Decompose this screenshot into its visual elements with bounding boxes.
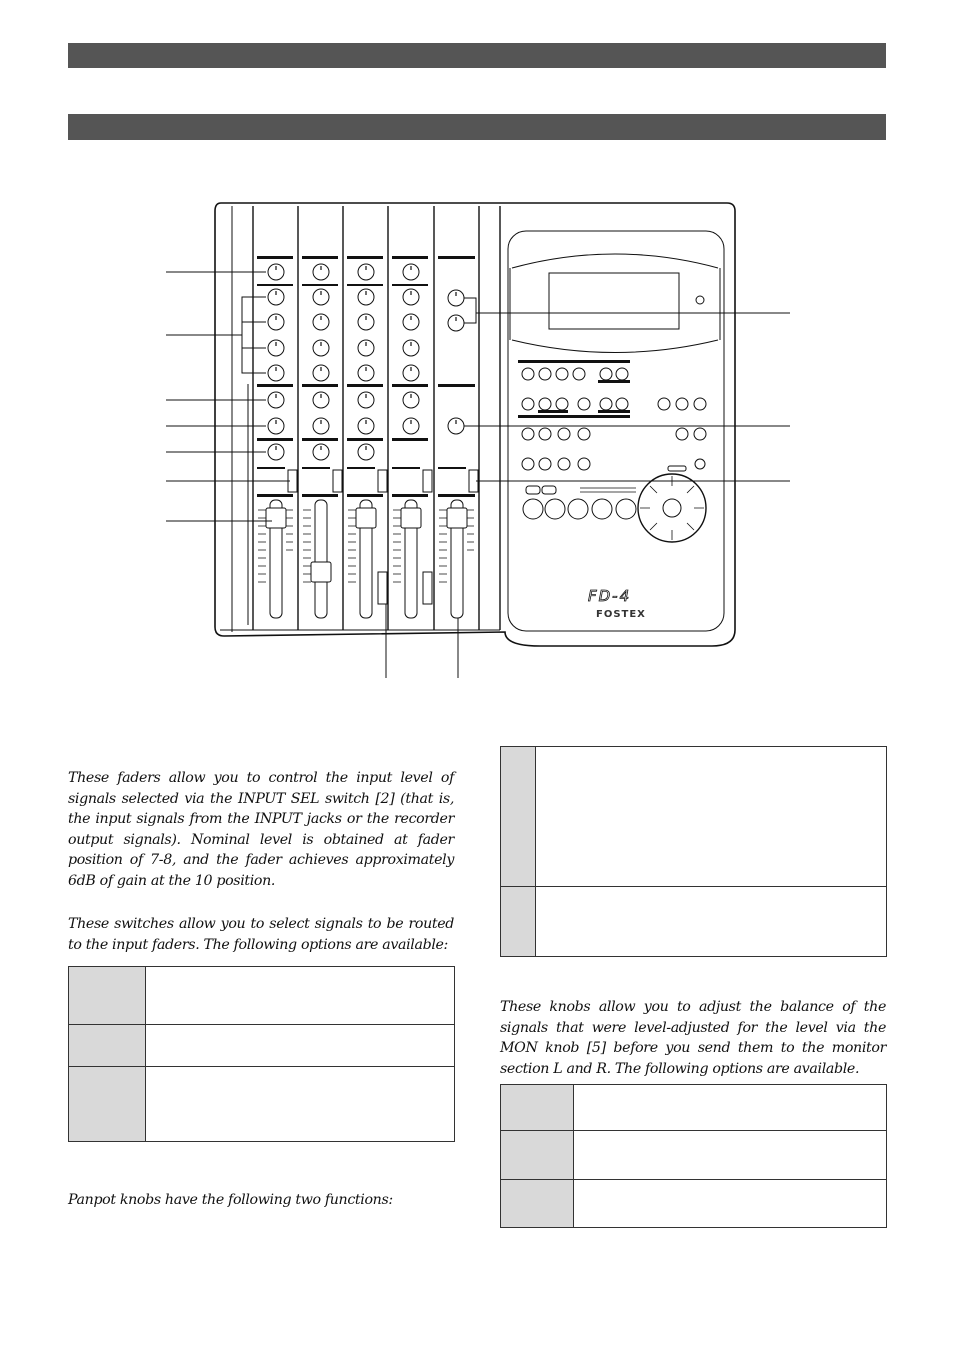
table-row bbox=[69, 967, 455, 1025]
input-fader-cap bbox=[266, 508, 286, 528]
subsection-header-bar bbox=[68, 114, 886, 140]
balance-description: These knobs allow you to adjust the balance of the signals that were level-adjusted for the level via the MON knob [5] before you send them to the monitor section L and R. The following options are available. bbox=[500, 999, 886, 1077]
table-row bbox=[501, 1180, 887, 1228]
input-sel-description: These switches allow you to select signals to be routed to the input faders. The following options are available: bbox=[68, 916, 454, 953]
brand-logo: FOSTEX bbox=[596, 609, 646, 620]
device-body-outline bbox=[215, 203, 735, 646]
table-row bbox=[69, 1067, 455, 1142]
lcd-display bbox=[549, 273, 679, 329]
panpot-description: Panpot knobs have the following two functions: bbox=[68, 1192, 393, 1208]
faders-description: These faders allow you to control the input level of signals selected via the INPUT SEL switch [2] (that is, the input signals from the INPUT jacks or the recorder output signals). Nominal level is obtained at fader position of 7-8, and the fader achieves approximately 6dB of gain at the 10 position. bbox=[68, 770, 454, 889]
balance-options-table bbox=[500, 1084, 887, 1228]
table-row bbox=[501, 1085, 887, 1131]
master-fader-cap bbox=[447, 508, 467, 528]
table-row bbox=[501, 1131, 887, 1180]
panpot-functions-table bbox=[500, 746, 887, 957]
input-sel-options-table bbox=[68, 966, 455, 1142]
record-button bbox=[523, 499, 543, 519]
table-row bbox=[501, 887, 887, 957]
table-row bbox=[501, 747, 887, 887]
model-logo: FD-4 bbox=[588, 587, 632, 605]
table-row bbox=[69, 1025, 455, 1067]
section-header-bar bbox=[68, 43, 886, 68]
